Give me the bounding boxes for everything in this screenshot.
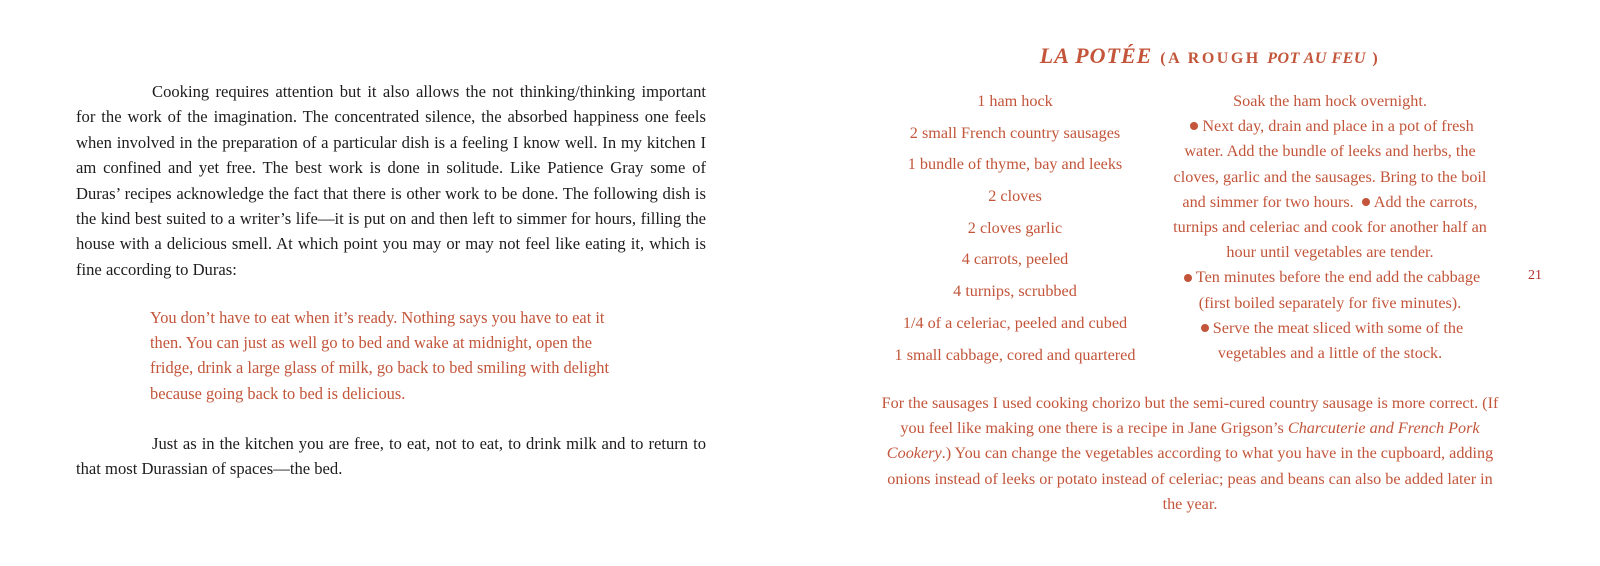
step-bullet-icon	[1362, 198, 1370, 206]
body-paragraph-1: Cooking requires attention but it also allows the not thinking/thinking important for the work of the imagination. The concentrated silence, the absorbed happiness one feels when involved in the preparation of a particular dish is a feeling I know well. In my kitchen I am confined and yet free. The best work is done in solitude. Like Patience Gray some of Duras’ recipes acknowledge the fact that there is other work to be done. The following dish is the kind best suited to a writer’s life—it is put on and then left to simmer for hours, filling the house with a delicious smell. At which point you may or may not feel like eating it, which is fine according to Duras:	[76, 82, 706, 279]
ingredient-item: 1 small cabbage, cored and quartered	[894, 345, 1136, 364]
ingredient-item: 4 carrots, peeled	[961, 250, 1069, 269]
step-bullet-icon	[1201, 324, 1209, 332]
ingredient-item: 2 small French country sausages	[909, 123, 1121, 142]
step-bullet-icon	[1184, 274, 1192, 282]
method-step: Ten minutes before the end add the cabbage (first boiled separately for five minutes).	[1195, 268, 1481, 312]
method-step: Serve the meat sliced with some of the vegetables and a little of the stock.	[1212, 318, 1464, 363]
recipe-note	[880, 391, 1500, 517]
ingredient-item: 2 cloves	[988, 187, 1042, 206]
step-bullet-icon	[1190, 122, 1198, 130]
right-page	[800, 0, 1600, 566]
method-step: Add the carrots, turnips and celeriac and cook for another half an hour until vegetables are tender.	[1173, 192, 1487, 262]
recipe-title-subtitle	[1160, 50, 1380, 67]
ingredient-item: 1 bundle of thyme, bay and leeks	[907, 155, 1123, 174]
recipe-title	[800, 34, 1600, 71]
subtitle-close: )	[1372, 50, 1381, 67]
ingredient-item: 1 ham hock	[977, 92, 1053, 110]
note-text-after: .) You can change the vegetables according to what you have in the cupboard, adding onions instead of leeks or potato instead of celeriac; peas and beans can also be added later in the year.	[887, 444, 1494, 513]
method-step: Soak the ham hock overnight.	[1233, 92, 1427, 110]
recipe-title-main: LA POTÉE	[1039, 43, 1153, 68]
subtitle-open: (A ROUGH	[1160, 50, 1268, 67]
ingredient-item: 1/4 of a celeriac, peeled and cubed	[902, 313, 1128, 332]
duras-quote: You don’t have to eat when it’s ready. Nothing says you have to eat it then. You can just as well go to bed and wake at midnight, open the fridge, drink a large glass of milk, go back to bed smiling with delight because going back to bed is delicious.	[150, 308, 610, 403]
method-step: Next day, drain and place in a pot of fresh water. Add the bundle of leeks and herbs, the cloves, garlic and the sausages. Bring to the boil and simmer for two hours.	[1173, 117, 1487, 211]
body-paragraph-2: Just as in the kitchen you are free, to eat, not to eat, to drink milk and to return to that most Durassian of spaces—the bed.	[76, 434, 706, 479]
note-text-before: For the sausages I used cooking chorizo but the semi-cured country sausage is more correct. (If you feel like making one there is a recipe in Jane Grigson’s	[881, 394, 1499, 438]
subtitle-italic: POT AU FEU	[1267, 50, 1366, 67]
method-text	[1165, 89, 1495, 366]
book-title: Charcuterie and French Pork Cookery	[886, 419, 1480, 463]
ingredient-list	[870, 86, 1160, 371]
ingredient-item: 2 cloves garlic	[967, 218, 1063, 237]
page-number: 21	[1528, 268, 1542, 283]
ingredient-item: 4 turnips, scrubbed	[953, 282, 1077, 301]
